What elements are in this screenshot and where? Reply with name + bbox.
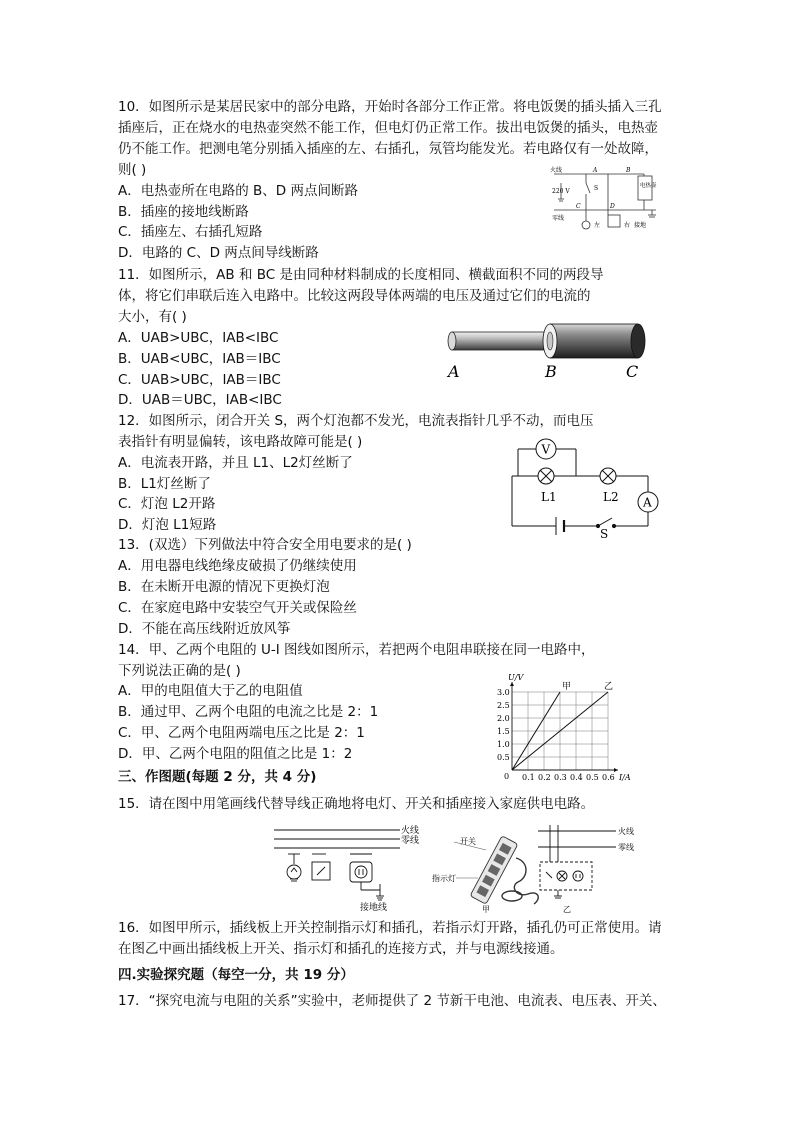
q11-option-b: B．UAB<UBC，IAB＝IBC xyxy=(118,351,281,367)
q10-stem-line4: 则( ) xyxy=(118,162,147,178)
q12-option-d: D．灯泡 L1短路 xyxy=(118,517,217,533)
y-tick-label: 2.5 xyxy=(497,701,510,710)
q10-fig-neutral-label: 零线 xyxy=(552,215,565,222)
q10-fig-kettle-label: 电热壶 xyxy=(640,183,657,189)
series-label-2: 乙 xyxy=(604,682,614,692)
power-strip-drawing xyxy=(470,836,518,904)
q12-fig-switch-label: S xyxy=(600,527,609,541)
q10-stem-line2: 插座后，正在烧水的电热壶突然不能工作，但电灯仍正常工作。拔出电饭煲的插头，电热壶 xyxy=(118,120,658,136)
q10-fig-switch-label: S xyxy=(594,185,599,192)
y-tick-label: 1.5 xyxy=(497,727,510,736)
y-tick-label: 2.0 xyxy=(497,714,510,723)
q15-wiring-figure xyxy=(270,822,430,914)
x-axis-arrow xyxy=(614,768,618,772)
q16-stem-line1: 16．如图甲所示，插线板上开关控制指示灯和插孔，若指示灯开路，插孔仍可正常使用。请 xyxy=(118,920,662,936)
q10-option-b: B．插座的接地线断路 xyxy=(118,204,249,220)
q16-wiring-figure xyxy=(430,822,670,914)
q16-fig-indicator-label: 指示灯 xyxy=(432,874,456,883)
q16-fig-live-label: 火线 xyxy=(618,827,634,836)
q11-fig-label-c: C xyxy=(626,362,639,381)
q14-ui-graph xyxy=(486,673,631,784)
q13-option-c: C．在家庭电路中安装空气开关或保险丝 xyxy=(118,600,357,616)
y-tick-label: 3.0 xyxy=(497,688,510,697)
q11-stem-line2: 体，将它们串联后连入电路中。比较这两段导体两端的电压及通过它们的电流的 xyxy=(118,288,591,304)
q11-fig-label-b: B xyxy=(545,362,557,381)
series-label-1: 甲 xyxy=(562,682,572,692)
q10-option-d: D．电路的 C、D 两点间导线断路 xyxy=(118,245,319,261)
y-axis-arrow xyxy=(510,682,514,686)
q16-fig-neutral-label: 零线 xyxy=(618,843,634,852)
q15-fig-neutral-label: 零线 xyxy=(401,836,420,846)
y-tick-label: 0.5 xyxy=(497,753,510,762)
x-axis-label: I/A xyxy=(619,773,631,782)
q14-option-a: A．甲的电阻值大于乙的电阻值 xyxy=(118,683,303,699)
q13-stem: 13．(双选）下列做法中符合安全用电要求的是( ) xyxy=(118,537,412,553)
q11-fig-label-a: A xyxy=(448,362,460,381)
y-tick-label: 1.0 xyxy=(497,740,510,749)
q12-option-b: B．L1灯丝断了 xyxy=(118,476,211,492)
q12-option-c: C．灯泡 L2开路 xyxy=(118,496,216,512)
q14-stem-line1: 14．甲、乙两个电阻的 U-I 图线如图所示，若把两个电阻串联接在同一电路中， xyxy=(118,642,595,658)
q13-option-d: D．不能在高压线附近放风筝 xyxy=(118,621,291,637)
q12-stem-line2: 表指针有明显偏转，该电路故障可能是( ) xyxy=(118,434,363,450)
q10-fig-point-d: D xyxy=(610,203,615,210)
q11-option-a: A．UAB>UBC，IAB<IBC xyxy=(118,330,279,346)
q16-stem-line2: 在图乙中画出插线板上开关、指示灯和插孔的连接方式，并与电源线接通。 xyxy=(118,941,564,957)
q12-fig-ammeter-label: A xyxy=(643,495,652,510)
q14-option-c: C．甲、乙两个电阻两端电压之比是 2：1 xyxy=(118,725,365,741)
q10-option-c: C．插座左、右插孔短路 xyxy=(118,224,263,240)
q14-option-d: D．甲、乙两个电阻的阻值之比是 1：2 xyxy=(118,746,353,762)
q12-option-a: A．电流表开路，并且 L1、L2灯丝断了 xyxy=(118,455,353,471)
section-4-title: 四.实验探究题（每空一分，共 19 分） xyxy=(118,967,354,983)
q10-stem-line3: 仍不能工作。把测电笔分别插入插座的左、右插孔，氖管均能发光。若电路仅有一处故障， xyxy=(118,141,658,157)
q10-fig-ground-label: 接地 xyxy=(634,222,647,229)
q12-fig-voltmeter-label: V xyxy=(541,442,551,457)
q12-circuit-figure xyxy=(508,434,663,540)
y-axis-label: U/V xyxy=(508,673,524,682)
q11-option-d: D．UAB＝UBC，IAB<IBC xyxy=(118,392,282,408)
q15-fig-live-label: 火线 xyxy=(401,826,420,836)
q10-fig-right-label: 右 xyxy=(624,222,631,229)
q12-fig-l1-label: L1 xyxy=(541,490,557,504)
q11-conductor-figure xyxy=(440,320,655,382)
q16-fig-yi-label: 乙 xyxy=(563,905,571,914)
q10-stem-line1: 10．如图所示是某居民家中的部分电路，开始时各部分工作正常。将电饭煲的插头插入三孔 xyxy=(118,99,662,115)
section-3-title: 三、作图题(每题 2 分，共 4 分) xyxy=(118,769,317,785)
q11-stem-line3: 大小，有( ) xyxy=(118,309,187,325)
q10-fig-point-a: A xyxy=(593,167,598,174)
q10-fig-point-c: C xyxy=(576,203,581,210)
q17-stem: 17．“探究电流与电阻的关系”实验中，老师提供了 2 节新干电池、电流表、电压表、开关、 xyxy=(118,993,666,1009)
q10-option-a: A．电热壶所在电路的 B、D 两点间断路 xyxy=(118,183,358,199)
q13-option-a: A．用电器电线绝缘皮破损了仍继续使用 xyxy=(118,558,357,574)
x-tick-label: 0.2 xyxy=(538,773,551,782)
q16-fig-switch-label: 开关 xyxy=(460,837,476,846)
q11-option-c: C．UAB>UBC，IAB＝IBC xyxy=(118,372,281,388)
q15-fig-ground-label: 接地线 xyxy=(360,903,388,913)
q13-option-b: B．在未断开电源的情况下更换灯泡 xyxy=(118,579,330,595)
q14-option-b: B．通过甲、乙两个电阻的电流之比是 2：1 xyxy=(118,704,379,720)
origin-label: 0 xyxy=(504,772,510,781)
q10-fig-voltage-label: 220 V xyxy=(552,188,570,195)
q15-stem: 15．请在图中用笔画线代替导线正确地将电灯、开关和插座接入家庭供电电路。 xyxy=(118,796,595,812)
q10-fig-live-label: 火线 xyxy=(550,167,563,174)
q11-stem-line1: 11．如图所示，AB 和 BC 是由同种材料制成的长度相同、横截面积不同的两段导 xyxy=(118,267,604,283)
x-tick-label: 0.6 xyxy=(602,773,615,782)
q16-fig-jia-label: 甲 xyxy=(482,905,490,914)
q10-fig-left-label: 左 xyxy=(594,222,601,229)
x-tick-label: 0.3 xyxy=(554,773,567,782)
x-tick-label: 0.1 xyxy=(522,773,535,782)
q14-stem-line2: 下列说法正确的是( ) xyxy=(118,663,241,679)
q10-circuit-figure xyxy=(548,163,663,236)
q12-stem-line1: 12．如图所示，闭合开关 S，两个灯泡都不发光，电流表指针几乎不动，而电压 xyxy=(118,413,594,429)
x-tick-label: 0.4 xyxy=(570,773,583,782)
q10-fig-point-b: B xyxy=(626,167,631,174)
q12-fig-l2-label: L2 xyxy=(603,490,619,504)
x-tick-label: 0.5 xyxy=(586,773,599,782)
